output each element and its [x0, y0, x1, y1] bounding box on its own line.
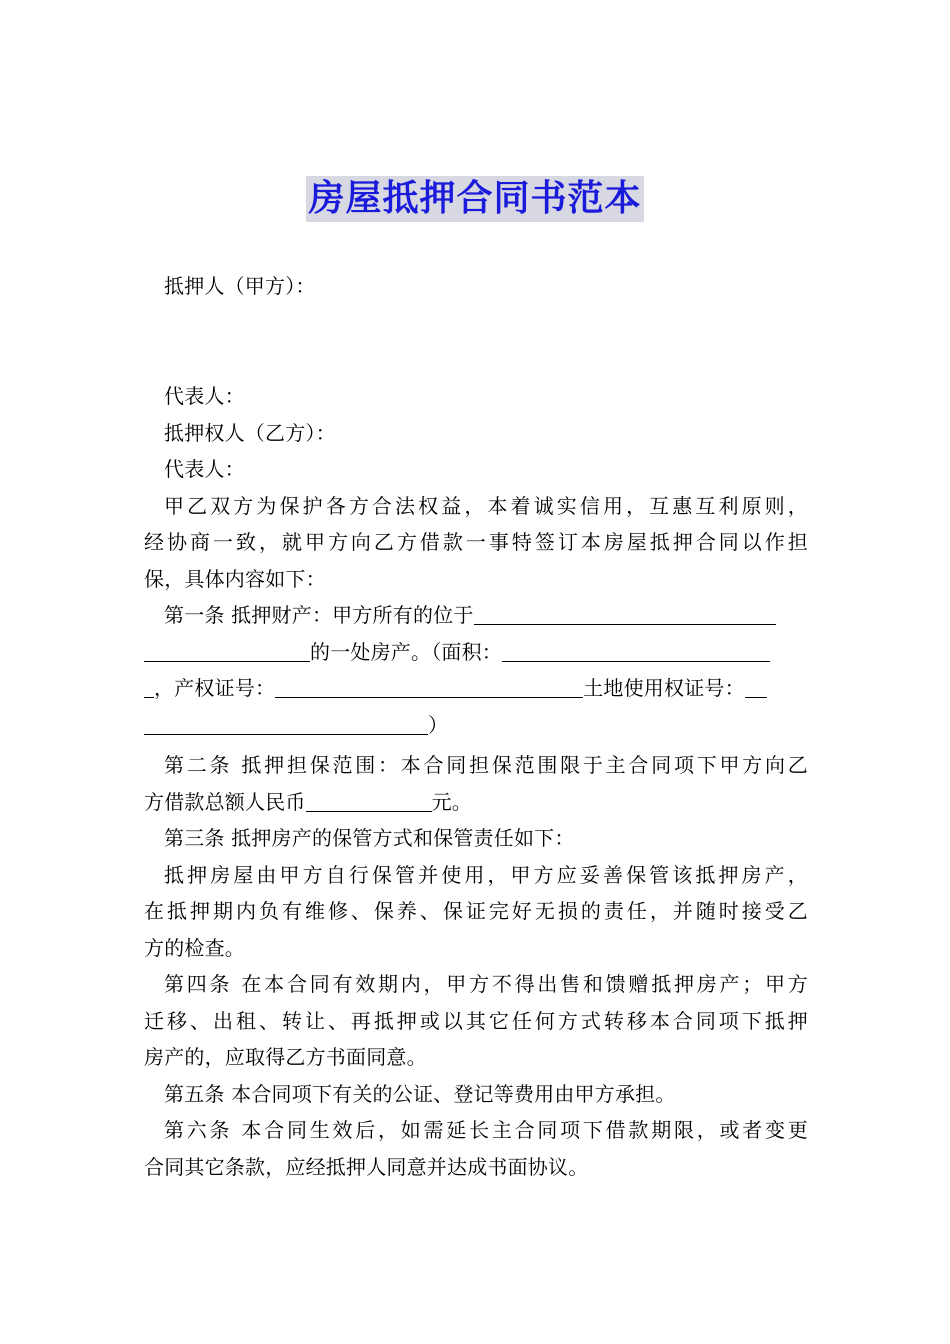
mortgagee-rep-label: 代表人：: [164, 457, 245, 481]
article-2-line-2: [144, 784, 808, 821]
article-5-line-1: 第五条 本合同项下有关的公证、登记等费用由甲方承担。: [164, 1081, 676, 1106]
article-1-line-3: [144, 670, 808, 707]
article-1-text-2: 的一处房产。（面积：: [310, 639, 502, 664]
article-6-line-2: 合同其它条款，应经抵押人同意并达成书面协议。: [144, 1154, 589, 1179]
article-3-line-1: 第三条 抵押房产的保管方式和保管责任如下：: [164, 826, 575, 850]
article-3-line-4: 方的检查。: [144, 935, 245, 960]
article-2-text-b: 元。: [431, 789, 473, 814]
article-6-line-1: 第六条 本合同生效后，如需延长主合同项下借款期限，或者变更: [164, 1118, 808, 1142]
land-cert-blank: [745, 675, 767, 698]
article-4-line-3: 房产的，应取得乙方书面同意。: [144, 1045, 427, 1069]
article-1-text-4: ）: [428, 712, 449, 737]
article-3-line-2: 抵押房屋由甲方自行保管并使用，甲方应妥善保管该抵押房产，: [164, 862, 808, 887]
title-block: [0, 176, 950, 222]
article-2-line-1: 第二条 抵押担保范围：本合同担保范围限于主合同项下甲方向乙: [164, 753, 808, 777]
article-1-line-2: [144, 634, 808, 671]
preamble-line-2: 经协商一致，就甲方向乙方借款一事特签订本房屋抵押合同以作担: [144, 530, 808, 554]
article-1-text-1: 第一条 抵押财产：甲方所有的位于: [164, 603, 474, 627]
article-1-text-3a: ，产权证号：: [154, 676, 276, 700]
area-blank: [502, 639, 770, 662]
contract-body: [144, 378, 808, 1185]
article-3-line-3: 在抵押期内负有维修、保养、保证完好无损的责任，并随时接受乙: [144, 899, 808, 923]
area-blank-end: [144, 675, 154, 698]
document-title: 房屋抵押合同书范本: [306, 176, 643, 222]
loan-amount-blank: [306, 789, 432, 812]
mortgagor-rep-label: 代表人：: [164, 384, 245, 408]
article-1-line-4: [144, 707, 808, 744]
mortgagor-block: [144, 268, 808, 305]
property-cert-blank: [275, 675, 583, 698]
location-blank-cont: [144, 639, 310, 662]
article-4-line-2: 迁移、出租、转让、再抵押或以其它任何方式转移本合同项下抵押: [144, 1008, 808, 1033]
article-2-text-a: 方借款总额人民币: [144, 789, 306, 814]
mortgagee-label: 抵押权人（乙方）：: [164, 420, 336, 445]
mortgagor-label: 抵押人（甲方）：: [164, 274, 316, 298]
land-cert-blank-cont: [144, 712, 428, 735]
article-4-line-1: 第四条 在本合同有效期内，甲方不得出售和馈赠抵押房产；甲方: [164, 972, 808, 996]
article-1-text-3b: 土地使用权证号：: [583, 676, 745, 700]
preamble-line-3: 保，具体内容如下：: [144, 566, 326, 591]
article-1-line-1: [144, 597, 808, 634]
preamble-line-1: 甲乙双方为保护各方合法权益，本着诚实信用，互惠互利原则，: [164, 493, 808, 518]
location-blank: [474, 602, 776, 625]
